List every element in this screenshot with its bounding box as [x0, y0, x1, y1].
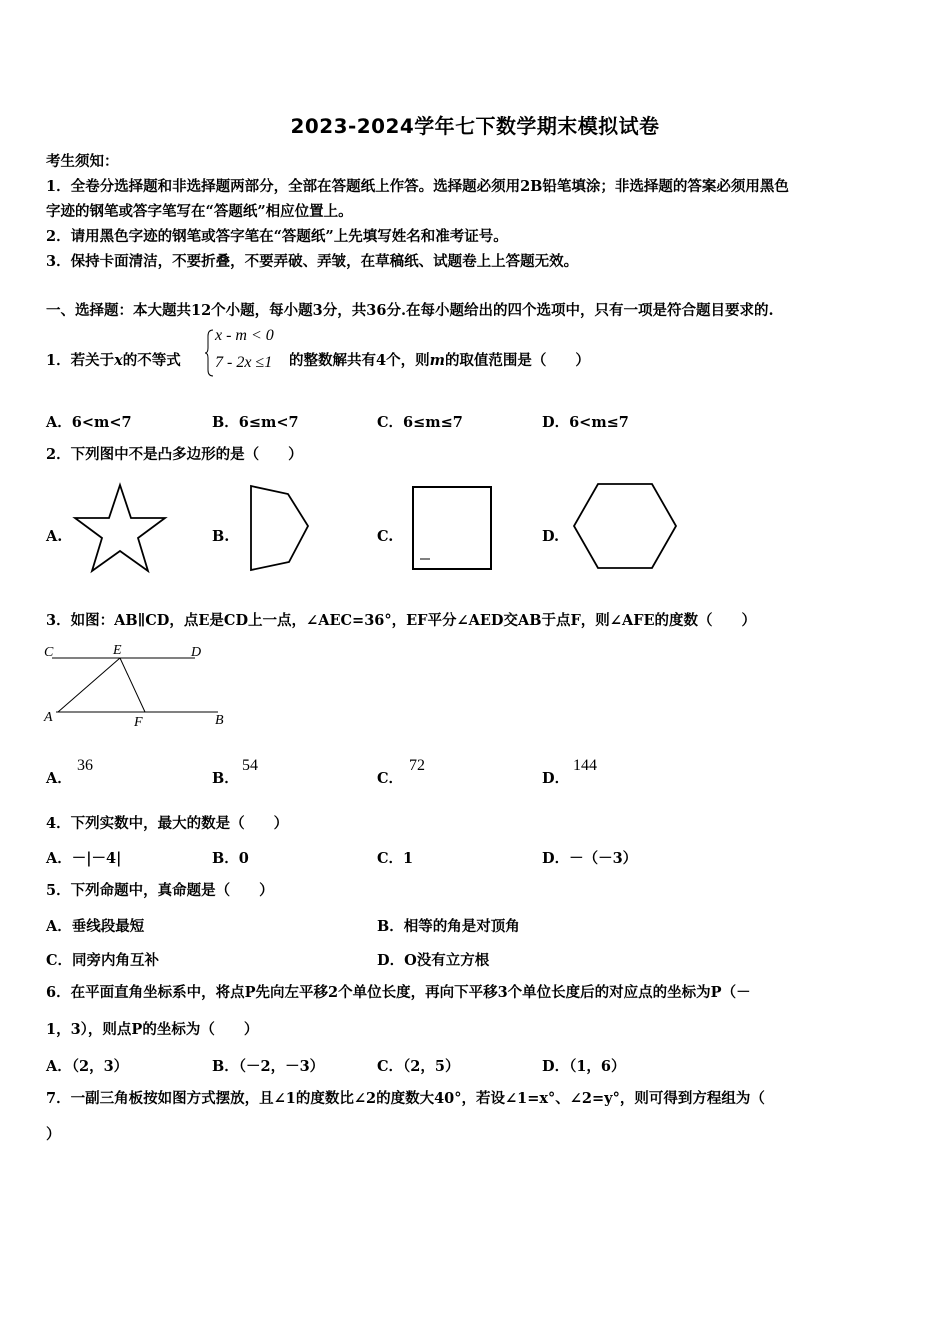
notice-heading: 考生须知： — [46, 153, 119, 170]
q5-option-b[interactable]: B．相等的角是对顶角 — [377, 918, 520, 935]
q7-stem-line-1: 7．一副三角板按如图方式摆放，且∠1的度数比∠2的度数大40°，若设∠1=x°、∠2=y°，则可得到方程组为（ — [46, 1090, 765, 1107]
q1-stem — [46, 351, 181, 371]
q6-option-d[interactable]: D．（1，6） — [542, 1058, 626, 1075]
q1-inequality-2: 7 - 2x ≤1 — [215, 354, 273, 371]
q1-mid: 的不等式 — [122, 352, 181, 369]
q5-option-d[interactable]: D．O没有立方根 — [377, 952, 490, 969]
q5-stem: 5．下列命题中，真命题是（ ） — [46, 882, 274, 899]
q4-option-c[interactable]: C．1 — [377, 850, 414, 867]
point-a-label: A — [44, 710, 53, 725]
point-d-label: D — [191, 645, 202, 660]
q1-option-b[interactable]: B．6≤m<7 — [212, 414, 299, 431]
q1-var-x: x — [114, 352, 123, 369]
q3-option-d-letter[interactable]: D． — [542, 770, 570, 787]
q6-stem-line-1: 6．在平面直角坐标系中，将点P先向左平移2个单位长度，再向下平移3个单位长度后的对应点的坐标为P（－ — [46, 984, 751, 1001]
q1-option-a[interactable]: A．6<m<7 — [46, 414, 132, 431]
q1-option-c[interactable]: C．6≤m≤7 — [377, 414, 463, 431]
q4-option-b[interactable]: B．0 — [212, 850, 249, 867]
q3-option-a-value[interactable]: 36 — [77, 757, 93, 774]
q1-var-m: m — [429, 352, 445, 369]
q6-stem-line-2: 1，3），则点P的坐标为（ ） — [46, 1021, 259, 1038]
pentagon-shape-figure — [244, 482, 316, 576]
q4-option-d[interactable]: D．－（－3） — [542, 850, 638, 867]
q3-option-d-value[interactable]: 144 — [573, 757, 597, 774]
q5-option-a[interactable]: A．垂线段最短 — [46, 918, 145, 935]
star-shape-figure — [72, 480, 172, 576]
page-title: 2023-2024学年七下数学期末模拟试卷 — [290, 114, 660, 138]
q6-option-a[interactable]: A．（2，3） — [46, 1058, 129, 1075]
q6-option-c[interactable]: C．（2，5） — [377, 1058, 460, 1075]
q6-option-b[interactable]: B．（－2，－3） — [212, 1058, 325, 1075]
point-f-label: F — [134, 715, 143, 730]
q7-stem-line-2: ） — [46, 1126, 61, 1143]
notice-line-1a: 1．全卷分选择题和非选择题两部分，全部在答题纸上作答。选择题必须用2B铅笔填涂；非选择题的答案必须用黑色 — [46, 178, 789, 195]
point-e-label: E — [113, 643, 122, 658]
q2-option-a-label[interactable]: A. — [46, 528, 63, 545]
notice-line-1b: 字迹的钢笔或答字笔写在“答题纸”相应位置上。 — [46, 203, 353, 220]
q5-option-c[interactable]: C．同旁内角互补 — [46, 952, 160, 969]
q1-option-d[interactable]: D．6<m≤7 — [542, 414, 629, 431]
q2-option-b-label[interactable]: B. — [212, 528, 230, 545]
q3-option-c-letter[interactable]: C． — [377, 770, 404, 787]
notice-line-3: 3．保持卡面清洁，不要折叠，不要弄破、弄皱，在草稿纸、试题卷上上答题无效。 — [46, 253, 579, 270]
q2-option-d-label[interactable]: D. — [542, 528, 560, 545]
section-heading: 一、选择题：本大题共12个小题，每小题3分，共36分.在每小题给出的四个选项中，只有一项是符合题目要求的. — [46, 302, 774, 319]
q1-suffix — [289, 351, 590, 371]
q4-stem: 4．下列实数中，最大的数是（ ） — [46, 815, 289, 832]
q3-option-c-value[interactable]: 72 — [409, 757, 425, 774]
point-b-label: B — [215, 713, 224, 728]
notice-line-2: 2．请用黑色字迹的钢笔或答字笔在“答题纸”上先填写姓名和准考证号。 — [46, 228, 508, 245]
q2-stem: 2．下列图中不是凸多边形的是（ ） — [46, 446, 303, 463]
q1-prefix: 1．若关于 — [46, 352, 115, 369]
q1-suffix-a: 的整数解共有4个，则 — [289, 352, 430, 369]
q3-option-b-value[interactable]: 54 — [242, 757, 258, 774]
q4-option-a[interactable]: A．－|－4| — [46, 850, 122, 867]
hexagon-shape-figure — [570, 478, 682, 576]
point-c-label: C — [44, 645, 54, 660]
q3-option-a-letter[interactable]: A． — [46, 770, 72, 787]
q1-inequality-1: x - m < 0 — [215, 327, 274, 344]
square-shape-figure — [408, 483, 496, 573]
q3-stem: 3．如图：AB∥CD，点E是CD上一点，∠AEC=36°，EF平分∠AED交AB于点F，则∠AFE的度数（ ） — [46, 612, 757, 629]
q3-option-b-letter[interactable]: B． — [212, 770, 239, 787]
q2-option-c-label[interactable]: C. — [377, 528, 394, 545]
q1-suffix-b: 的取值范围是（ ） — [444, 352, 590, 369]
parallel-lines-figure — [40, 638, 240, 730]
